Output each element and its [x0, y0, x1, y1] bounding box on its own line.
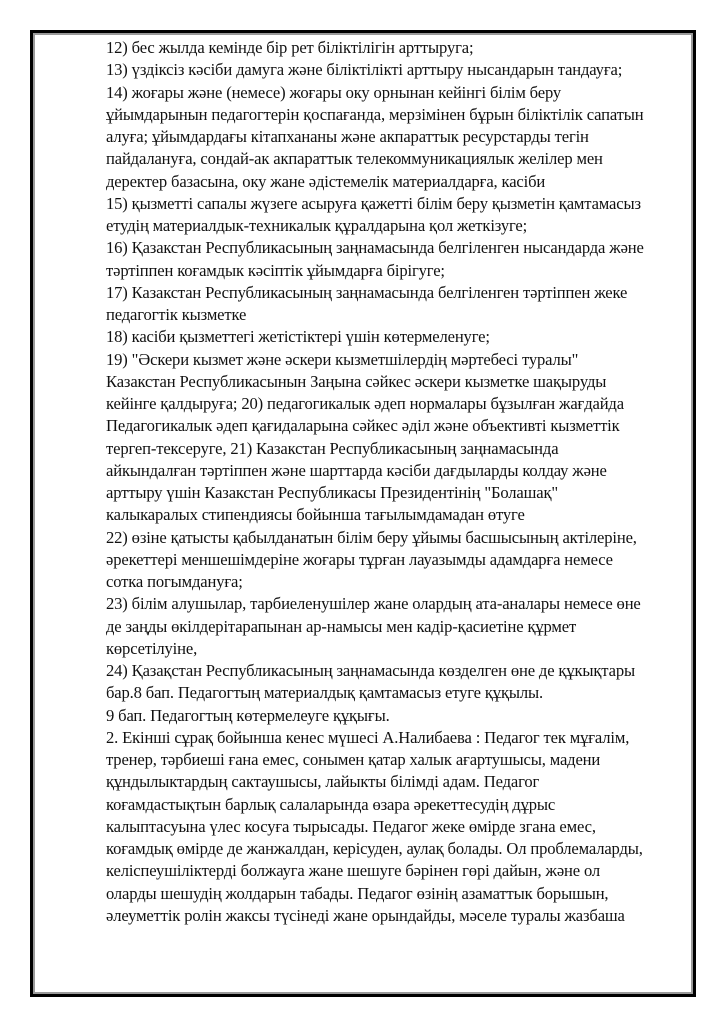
text-line: де заңды өкілдерітарапынан ар-намысы мен кадір-қасиетіне құрмет: [106, 616, 577, 636]
text-line: сотка погымдануға;: [106, 572, 243, 591]
text-line: Педагогикалык әдеп қағидаларына сәйкес әділ және объективті кызметтік: [106, 416, 620, 436]
text-line: келіспеушіліктерді болжауга жане шешуге бәрінен гөрі дайын, және ол: [106, 861, 601, 881]
text-line: коғамдастықтын барлық салаларында өзара әрекеттесудің дұрыс: [106, 794, 556, 814]
text-line: педагогтік кызметке: [106, 305, 247, 324]
text-line: оларды шешудің жолдарын табады. Педагог өзінің азаматтык борышын,: [106, 883, 609, 903]
text-line: әлеуметтік ролін жаксы түсінеді жане орындайды, мәселе туралы жазбаша: [106, 905, 625, 925]
text-line: кейінге қалдыруға; 20) педагогикалык әдеп нормалары бұзылған жағдайда: [106, 394, 624, 413]
text-line: көрсетілуіне,: [106, 638, 198, 658]
text-line: арттыру үшін Казакстан Республикасы Президентінің "Болашақ": [106, 483, 558, 502]
text-line: тәртіппен коғамдык кәсіптік ұйымдарға бірігуге;: [106, 260, 445, 280]
text-line: алуға; ұйымдардағы кітапхананы және акпараттык ресурстарды тегін: [106, 127, 589, 146]
text-line: пайдалануға, сондай-ак акпараттык телекоммуникациялык желілер мен: [106, 149, 603, 169]
text-line: әрекеттері меншешімдеріне жоғары тұрған лауазымды адамдарға немесе: [106, 549, 613, 569]
text-line: 18) касіби қызметтегі жетістіктері үшін көтермеленуге;: [106, 327, 490, 347]
text-line: 15) қызметті сапалы жүзеге асыруға қажетті білім беру қызметін қамтамасыз: [106, 193, 641, 213]
text-line: ұйымдарынын педагогтерін қоспағанда, мерзімінен бұрын біліктілік сапатын: [106, 104, 644, 124]
text-line: Казакстан Республикасынын Заңына сәйкес әскери кызметке шақыруды: [106, 371, 607, 391]
text-line: 17) Казакстан Республикасының заңнамасында белгіленген тәртіппен жеке: [106, 282, 628, 302]
text-line: 14) жоғары және (немесе) жоғары оку орнынан кейінгі білім беру: [106, 82, 562, 102]
document-body: [106, 37, 686, 927]
text-line: бар.8 бап. Педагогтың материалдық қамтамасыз етуге құқылы.: [106, 683, 543, 703]
text-line: 13) үздіксіз кәсіби дамуга және біліктілікті арттыру нысандарын тандауға;: [106, 60, 623, 80]
text-line: 16) Қазакстан Республикасының заңнамасында белгіленген нысандарда және: [106, 238, 644, 258]
text-line: құндылыктардың сактаушысы, лайыкты білімді адам. Педагог: [106, 772, 540, 792]
text-line: 12) бес жылда кемінде бір рет біліктілігін арттыруга;: [106, 38, 474, 57]
text-line: 24) Қазақстан Республикасының заңнамасында көзделген өне де құкықтары: [106, 661, 635, 680]
text-line: 19) "Әскери кызмет және әскери кызметшілердің мәртебесі туралы": [106, 349, 579, 369]
text-line: тренер, тәрбиеші ғана емес, сонымен қатар халык ағартушысы, мадени: [106, 750, 601, 769]
text-line: 23) білім алушылар, тарбиеленушілер жане олардың ата-аналары немесе өне: [106, 594, 641, 614]
text-line: етудің материалдык-техникалык құралдарына қол жеткізуге;: [106, 216, 528, 235]
text-line: 2. Екінші сұрақ бойынша кенес мүшесі А.Налибаева : Педагог тек мұғалім,: [106, 727, 630, 747]
text-line: тергеп-тексеруге, 21) Казакстан Республикасының заңнамасында: [106, 438, 559, 458]
text-line: 9 бап. Педагогтың көтермелеуге құқығы.: [106, 705, 390, 725]
text-line: калыкаралых стипендиясы бойынша тағылымдамадан өтуге: [106, 505, 525, 525]
text-line: деректер базасына, оку жане әдістемелік материалдарға, касіби: [106, 171, 546, 191]
text-line: 22) өзіне қатысты қабылданатын білім беру ұйымы басшысының актілеріне,: [106, 527, 637, 547]
text-line: калыптасуына үлес косуға тырысады. Педагог жеке өмірде згана емес,: [106, 816, 596, 836]
text-line: айкындалған тәртіппен және шарттарда кәсіби дағдыларды колдау және: [106, 460, 607, 480]
text-line: коғамдық өмірде де жанжалдан, керісуден, аулақ болады. Ол проблемаларды,: [106, 839, 643, 858]
